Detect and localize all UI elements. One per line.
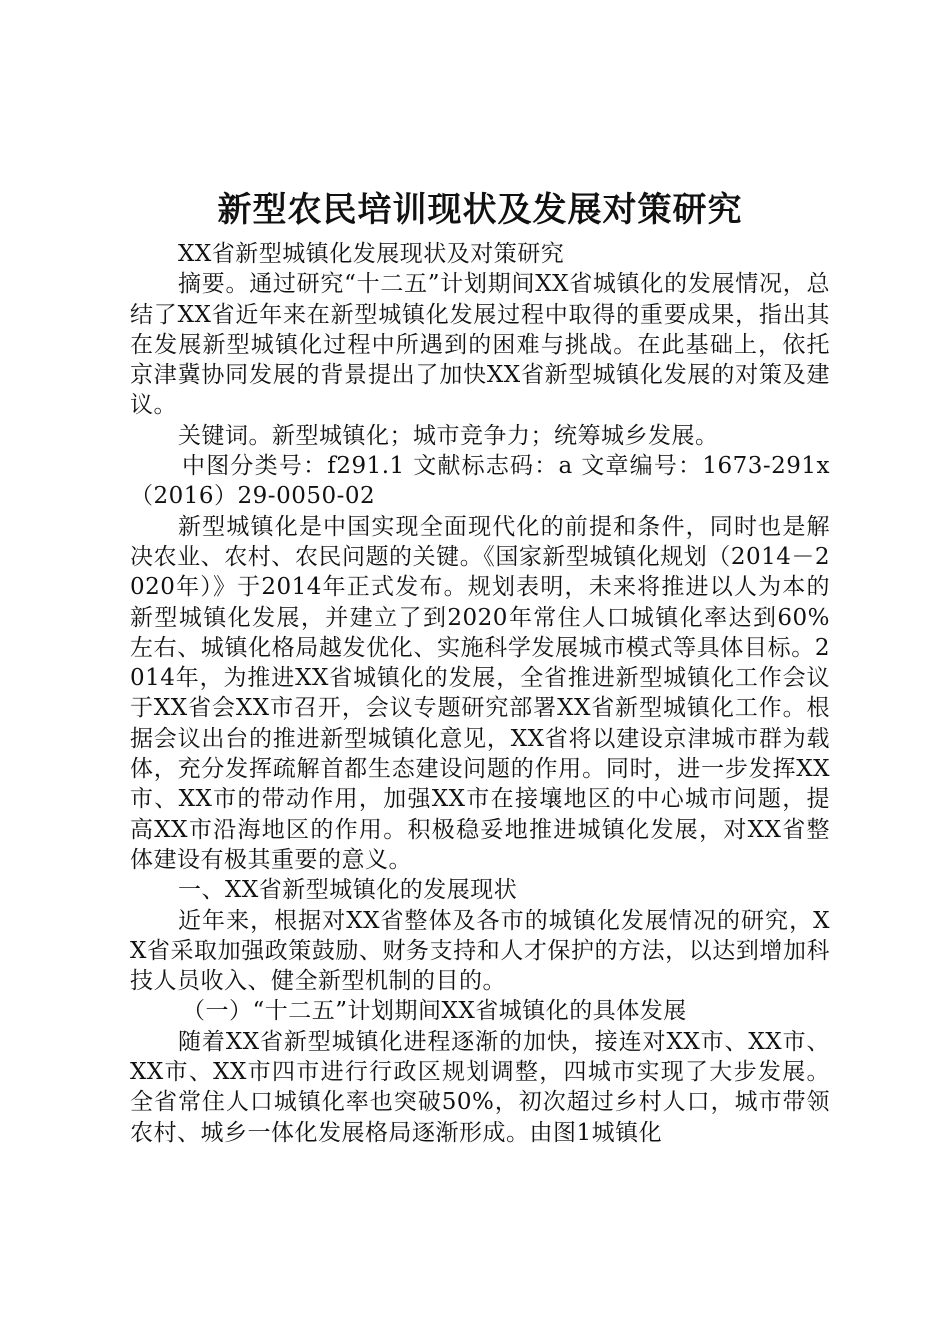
subsection-heading: （一）“十二五”计划期间XX省城镇化的具体发展: [182, 998, 687, 1025]
document-title: 新型农民培训现状及发展对策研究: [217, 190, 743, 230]
abstract-paragraph: 摘要。通过研究“十二五”计划期间XX省城镇化的发展情况，总结了XX省近年来在新型城镇化发展过程中取得的重要成果，指出其在发展新型城镇化过程中所遇到的困难与挑战。在此基础上，依托京津冀协同发展的背景提出了加快XX省新型城镇化发展的对策及建议。: [130, 271, 830, 419]
section-heading: 一、XX省新型城镇化的发展现状: [178, 877, 518, 904]
subtitle-paragraph: XX省新型城镇化发展现状及对策研究: [178, 241, 565, 267]
body-paragraph: 近年来，根据对XX省整体及各市的城镇化发展情况的研究，XX省采取加强政策鼓励、财务支持和人才保护的方法，以达到增加科技人员收入、健全新型机制的目的。: [130, 907, 830, 995]
document-page: [130, 185, 830, 1148]
body-paragraph: 新型城镇化是中国实现全面现代化的前提和条件，同时也是解决农业、农村、农民问题的关键。《国家新型城镇化规划（2014－2020年）》于2014年正式发布。规划表明，未来将推进以人为本的新型城镇化发展，并建立了到2020年常住人口城镇化率达到60%左右、城镇化格局越发优化、实施科学发展城市模式等具体目标。2014年，为推进XX省城镇化的发展，全省推进新型城镇化工作会议于XX省会XX市召开，会议专题研究部署XX省新型城镇化工作。根据会议出台的推进新型城镇化意见，XX省将以建设京津城市群为载体，充分发挥疏解首都生态建设问题的作用。同时，进一步发挥XX市、XX市的带动作用，加强XX市在接壤地区的中心城市问题，提高XX市沿海地区的作用。积极稳妥地推进城镇化发展，对XX省整体建设有极其重要的意义。: [130, 513, 830, 873]
classification-paragraph: 中图分类号：f291.1 文献标志码：a 文章编号：1673-291x（2016）29-0050-02: [130, 453, 830, 510]
keywords-paragraph: 关键词。新型城镇化；城市竞争力；统筹城乡发展。: [178, 422, 719, 449]
body-paragraph: 随着XX省新型城镇化进程逐渐的加快，接连对XX市、XX市、XX市、XX市四市进行行政区规划调整，四城市实现了大步发展。全省常住人口城镇化率也突破50%，初次超过乡村人口，城市带领农村、城乡一体化发展格局逐渐形成。由图1城镇化: [130, 1028, 830, 1146]
